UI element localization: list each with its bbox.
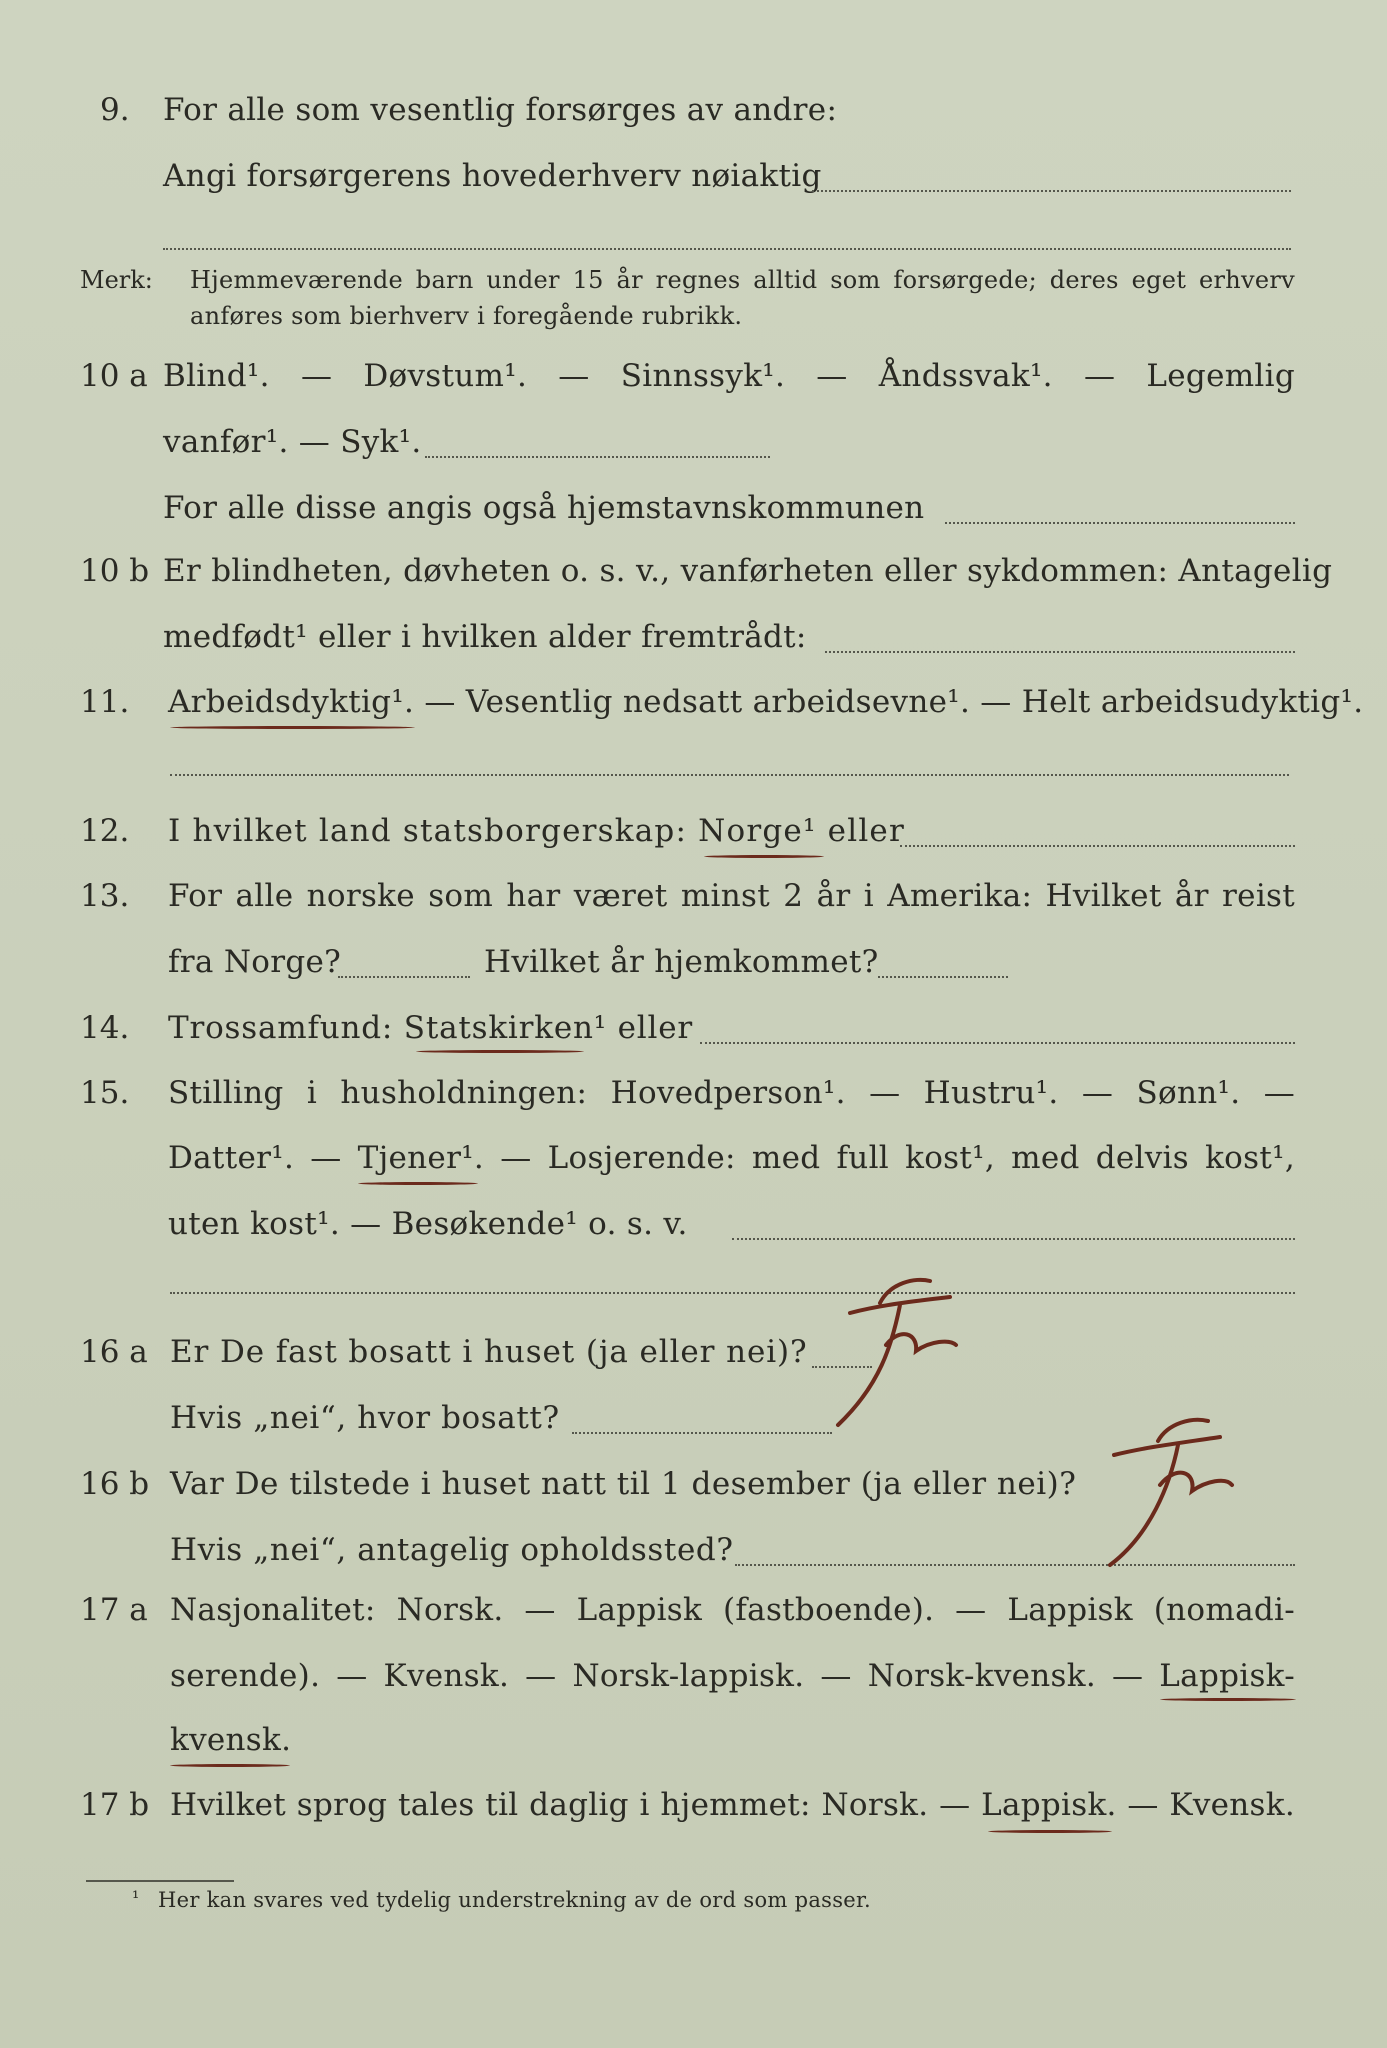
q16b-handwritten-answer: [1080, 1415, 1240, 1575]
q15-answer-line-2[interactable]: [170, 1292, 1295, 1294]
q10a-text: Blind¹. — Døvstum¹. — Sinnssyk¹. — Åndssvak¹. — Legemlig: [163, 358, 1295, 394]
q13-text: For alle norske som har været minst 2 år i Amerika: Hvilket år reist: [168, 878, 1295, 914]
q10b-text-2: medfødt¹ eller i hvilken alder fremtrådt:: [163, 619, 807, 655]
q13-row-2: [0, 944, 1387, 1000]
q15-text-3: uten kost¹. — Besøkende¹ o. s. v.: [168, 1206, 688, 1242]
q13-year-returned-line[interactable]: [878, 976, 1008, 978]
q13-text-2a: fra Norge?: [168, 944, 342, 980]
q15-row-1: [0, 1075, 1387, 1131]
q14-underline-mark: [416, 1050, 584, 1053]
q11-underline-mark: [170, 726, 415, 729]
q17a-text-3: kvensk.: [170, 1722, 292, 1758]
q12-underline-mark: [704, 855, 824, 858]
q16b-text: Var De tilstede i huset natt til 1 desember (ja eller nei)?: [170, 1466, 1077, 1502]
q16b-number: 16 b: [80, 1466, 150, 1502]
q14-answer-line[interactable]: [700, 1042, 1295, 1044]
q16b-text-2: Hvis „nei“, antagelig opholdssted?: [170, 1532, 734, 1568]
footnote-row: [0, 1888, 1387, 1944]
footnote-mark: ¹: [132, 1888, 140, 1909]
q16a-residence-line[interactable]: [572, 1432, 832, 1434]
q16a-text: Er De fast bosatt i huset (ja eller nei)?: [170, 1334, 808, 1370]
q17a-number: 17 a: [80, 1592, 148, 1628]
q12-answer-line[interactable]: [900, 845, 1295, 847]
q10b-number: 10 b: [80, 553, 150, 589]
q10a-answer-line[interactable]: [425, 456, 770, 458]
q15-underline-mark: [358, 1182, 478, 1185]
q13-text-2b: Hvilket år hjemkommet?: [484, 944, 879, 980]
q11-answer-line[interactable]: [170, 774, 1289, 776]
q14-row-1: [0, 1010, 1387, 1066]
q9-row-2: [0, 158, 1387, 214]
q10a-municipality-line[interactable]: [945, 522, 1295, 524]
q10b-text: Er blindheten, døvheten o. s. v., vanførheten eller sykdommen: Antagelig: [163, 553, 1333, 589]
ja-signature-icon: [820, 1275, 970, 1435]
q15-answer-line[interactable]: [732, 1238, 1295, 1240]
q17b-underline-mark: [988, 1830, 1112, 1833]
q10b-answer-line[interactable]: [825, 651, 1295, 653]
q10a-number: 10 a: [80, 358, 148, 394]
merk-label: Merk:: [80, 266, 153, 294]
q12-number: 12.: [80, 813, 130, 849]
q16a-handwritten-answer: [820, 1275, 970, 1435]
q14-number: 14.: [80, 1010, 130, 1046]
q11-number: 11.: [80, 684, 130, 720]
q17a-row-2: [0, 1658, 1387, 1714]
q9-row-1: [0, 92, 1387, 148]
q9-answer-line[interactable]: [812, 190, 1291, 192]
q13-number: 13.: [80, 878, 130, 914]
q15-text: Stilling i husholdningen: Hovedperson¹. — Hustru¹. — Sønn¹. —: [168, 1075, 1295, 1111]
q10b-row-2: [0, 619, 1387, 675]
q10b-row-1: [0, 553, 1387, 609]
q17a-text-2: serende). — Kvensk. — Norsk-lappisk. — Norsk-kvensk. — Lappisk-: [170, 1658, 1295, 1694]
q17a-underline-mark-1: [1160, 1698, 1296, 1701]
q10a-text-2: vanfør¹. — Syk¹.: [163, 424, 422, 460]
q17a-text: Nasjonalitet: Norsk. — Lappisk (fastboende). — Lappisk (nomadi-: [170, 1592, 1295, 1628]
footnote-text: Her kan svares ved tydelig understrekning av de ord som passer.: [158, 1888, 872, 1912]
q16a-text-2: Hvis „nei“, hvor bosatt?: [170, 1400, 560, 1436]
q15-number: 15.: [80, 1075, 130, 1111]
q9-answer-line-2[interactable]: [163, 248, 1291, 250]
merk-row-2: [0, 302, 1387, 358]
footnote-rule: [86, 1880, 234, 1882]
q17b-number: 17 b: [80, 1787, 150, 1823]
q14-text: Trossamfund: Statskirken¹ eller: [168, 1010, 693, 1046]
q11-text: Arbeidsdyktig¹. — Vesentlig nedsatt arbeidsevne¹. — Helt arbeidsudyktig¹.: [168, 684, 1364, 720]
q17a-underline-mark-2: [170, 1764, 290, 1767]
q12-text: I hvilket land statsborgerskap: Norge¹ eller: [168, 813, 905, 849]
merk-text-2: anføres som bierhverv i foregående rubrikk.: [190, 302, 743, 330]
q9-text: For alle som vesentlig forsørges av andre:: [163, 92, 838, 128]
q17a-row-1: [0, 1592, 1387, 1648]
q17b-row-1: [0, 1787, 1387, 1843]
q17b-text: Hvilket sprog tales til daglig i hjemmet: Norsk. — Lappisk. — Kvensk.: [170, 1787, 1295, 1823]
q10a-row-3: [0, 490, 1387, 546]
merk-text: Hjemmeværende barn under 15 år regnes alltid som forsørgede; deres eget erhverv: [190, 266, 1295, 294]
q15-row-2: [0, 1140, 1387, 1196]
q16a-row-1: [0, 1334, 1387, 1390]
q15-row-3: [0, 1206, 1387, 1262]
q17a-row-3: [0, 1722, 1387, 1778]
q12-row-1: [0, 813, 1387, 869]
q11-row-1: [0, 684, 1387, 740]
q10a-row-1: [0, 358, 1387, 414]
q9-text-2: Angi forsørgerens hovederhverv nøiaktig: [163, 158, 822, 194]
q13-row-1: [0, 878, 1387, 934]
q10a-row-2: [0, 424, 1387, 480]
q16a-number: 16 a: [80, 1334, 148, 1370]
q9-number: 9.: [100, 92, 130, 128]
q15-text-2: Datter¹. — Tjener¹. — Losjerende: med full kost¹, med delvis kost¹,: [168, 1140, 1295, 1176]
q13-year-left-line[interactable]: [338, 976, 470, 978]
ja-signature-icon: [1080, 1415, 1240, 1575]
q10a-text-3: For alle disse angis også hjemstavnskommunen: [163, 490, 925, 526]
